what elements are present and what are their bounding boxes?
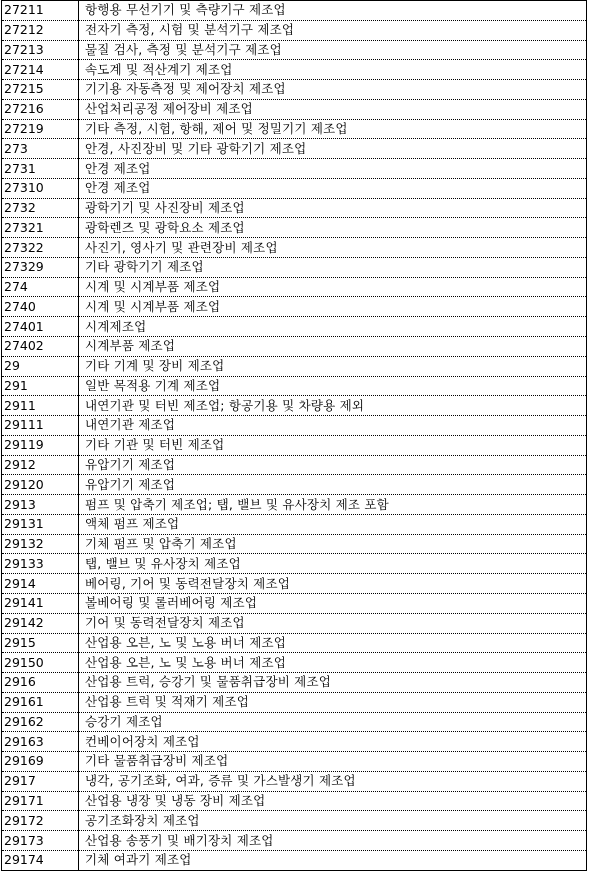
classification-code: 2731 xyxy=(2,159,79,179)
classification-code: 273 xyxy=(2,139,79,159)
industry-name: 기타 기관 및 터빈 제조업 xyxy=(79,435,587,455)
industry-name: 기체 여과기 제조업 xyxy=(79,850,587,870)
industry-name: 공기조화장치 제조업 xyxy=(79,811,587,831)
classification-code: 27401 xyxy=(2,317,79,337)
table-row xyxy=(2,811,587,831)
table-row xyxy=(2,554,587,574)
industry-name: 안경 제조업 xyxy=(79,178,587,198)
classification-code: 29150 xyxy=(2,653,79,673)
industry-name: 기타 광학기기 제조업 xyxy=(79,257,587,277)
table-row xyxy=(2,20,587,40)
classification-code: 27211 xyxy=(2,1,79,21)
table-row xyxy=(2,297,587,317)
industry-name: 산업용 오븐, 노 및 노용 버너 제조업 xyxy=(79,633,587,653)
table-row xyxy=(2,475,587,495)
classification-code: 2912 xyxy=(2,455,79,475)
industry-name: 안경, 사진장비 및 기타 광학기기 제조업 xyxy=(79,139,587,159)
classification-code: 2916 xyxy=(2,673,79,693)
table-row xyxy=(2,337,587,357)
classification-code: 27215 xyxy=(2,80,79,100)
classification-code: 29163 xyxy=(2,732,79,752)
industry-name: 물질 검사, 측정 및 분석기구 제조업 xyxy=(79,40,587,60)
classification-code: 29111 xyxy=(2,416,79,436)
industry-name: 산업용 트럭, 승강기 및 물품취급장비 제조업 xyxy=(79,673,587,693)
table-row xyxy=(2,376,587,396)
classification-code: 27402 xyxy=(2,337,79,357)
table-row xyxy=(2,218,587,238)
industry-name: 유압기기 제조업 xyxy=(79,455,587,475)
table-row xyxy=(2,752,587,772)
industry-name: 기타 물품취급장비 제조업 xyxy=(79,752,587,772)
table-row xyxy=(2,514,587,534)
industry-name: 일반 목적용 기계 제조업 xyxy=(79,376,587,396)
classification-code: 27213 xyxy=(2,40,79,60)
table-row xyxy=(2,238,587,258)
industry-name: 시계 및 시계부품 제조업 xyxy=(79,277,587,297)
table-row xyxy=(2,692,587,712)
classification-code: 29120 xyxy=(2,475,79,495)
table-row xyxy=(2,139,587,159)
classification-code: 27321 xyxy=(2,218,79,238)
industry-name: 사진기, 영사기 및 관련장비 제조업 xyxy=(79,238,587,258)
classification-code: 2911 xyxy=(2,396,79,416)
classification-code: 29142 xyxy=(2,613,79,633)
classification-code: 27329 xyxy=(2,257,79,277)
industry-name: 산업용 냉장 및 냉동 장비 제조업 xyxy=(79,791,587,811)
industry-name: 시계제조업 xyxy=(79,317,587,337)
table-row xyxy=(2,60,587,80)
table-row xyxy=(2,277,587,297)
industry-name: 컨베이어장치 제조업 xyxy=(79,732,587,752)
industry-name: 내연기관 및 터빈 제조업; 항공기용 및 차량용 제외 xyxy=(79,396,587,416)
classification-code: 29161 xyxy=(2,692,79,712)
classification-code: 2917 xyxy=(2,771,79,791)
table-row xyxy=(2,653,587,673)
classification-code: 29132 xyxy=(2,534,79,554)
industry-name: 전자기 측정, 시험 및 분석기구 제조업 xyxy=(79,20,587,40)
classification-code: 29131 xyxy=(2,514,79,534)
table-row xyxy=(2,593,587,613)
classification-code: 27322 xyxy=(2,238,79,258)
table-row xyxy=(2,771,587,791)
table-row xyxy=(2,198,587,218)
industry-name: 내연기관 제조업 xyxy=(79,416,587,436)
classification-code: 2913 xyxy=(2,495,79,515)
industry-name: 산업용 오븐, 노 및 노용 버너 제조업 xyxy=(79,653,587,673)
industry-name: 냉각, 공기조화, 여과, 증류 및 가스발생기 제조업 xyxy=(79,771,587,791)
table-row xyxy=(2,673,587,693)
classification-code: 2732 xyxy=(2,198,79,218)
classification-code: 29169 xyxy=(2,752,79,772)
table-row xyxy=(2,159,587,179)
table-body xyxy=(2,1,587,871)
industry-name: 광학렌즈 및 광학요소 제조업 xyxy=(79,218,587,238)
table-row xyxy=(2,396,587,416)
classification-code: 29133 xyxy=(2,554,79,574)
industry-name: 항행용 무선기기 및 측량기구 제조업 xyxy=(79,1,587,21)
classification-code: 27310 xyxy=(2,178,79,198)
table-row xyxy=(2,99,587,119)
table-row xyxy=(2,850,587,870)
classification-code: 29172 xyxy=(2,811,79,831)
table-row xyxy=(2,80,587,100)
classification-code: 29171 xyxy=(2,791,79,811)
table-row xyxy=(2,40,587,60)
industry-classification-table xyxy=(1,0,587,871)
table-row xyxy=(2,831,587,851)
industry-name: 산업처리공정 제어장비 제조업 xyxy=(79,99,587,119)
table-row xyxy=(2,356,587,376)
industry-name: 속도계 및 적산계기 제조업 xyxy=(79,60,587,80)
table-row xyxy=(2,495,587,515)
table-row xyxy=(2,791,587,811)
table-row xyxy=(2,119,587,139)
table-row xyxy=(2,712,587,732)
table-row xyxy=(2,633,587,653)
industry-name: 안경 제조업 xyxy=(79,159,587,179)
table-row xyxy=(2,178,587,198)
industry-name: 시계부품 제조업 xyxy=(79,337,587,357)
industry-name: 기타 기계 및 장비 제조업 xyxy=(79,356,587,376)
classification-code: 2740 xyxy=(2,297,79,317)
table-row xyxy=(2,574,587,594)
table-row xyxy=(2,613,587,633)
industry-name: 유압기기 제조업 xyxy=(79,475,587,495)
industry-name: 승강기 제조업 xyxy=(79,712,587,732)
industry-name: 탭, 밸브 및 유사장치 제조업 xyxy=(79,554,587,574)
classification-code: 29162 xyxy=(2,712,79,732)
table-row xyxy=(2,455,587,475)
industry-name: 시계 및 시계부품 제조업 xyxy=(79,297,587,317)
industry-name: 산업용 송풍기 및 배기장치 제조업 xyxy=(79,831,587,851)
table-row xyxy=(2,317,587,337)
industry-name: 액체 펌프 제조업 xyxy=(79,514,587,534)
table-row xyxy=(2,732,587,752)
classification-code: 29141 xyxy=(2,593,79,613)
classification-code: 27219 xyxy=(2,119,79,139)
classification-code: 2915 xyxy=(2,633,79,653)
table-row xyxy=(2,534,587,554)
classification-code: 29174 xyxy=(2,850,79,870)
industry-name: 산업용 트럭 및 적재기 제조업 xyxy=(79,692,587,712)
table-row xyxy=(2,416,587,436)
classification-code: 29119 xyxy=(2,435,79,455)
table-row xyxy=(2,435,587,455)
industry-name: 베어링, 기어 및 동력전달장치 제조업 xyxy=(79,574,587,594)
industry-name: 기타 측정, 시험, 항해, 제어 및 정밀기기 제조업 xyxy=(79,119,587,139)
classification-code: 2914 xyxy=(2,574,79,594)
classification-code: 27214 xyxy=(2,60,79,80)
table-row xyxy=(2,257,587,277)
industry-name: 기어 및 동력전달장치 제조업 xyxy=(79,613,587,633)
industry-name: 펌프 및 압축기 제조업; 탭, 밸브 및 유사장치 제조 포함 xyxy=(79,495,587,515)
classification-code: 29 xyxy=(2,356,79,376)
classification-code: 27212 xyxy=(2,20,79,40)
classification-code: 274 xyxy=(2,277,79,297)
industry-name: 기체 펌프 및 압축기 제조업 xyxy=(79,534,587,554)
classification-code: 29173 xyxy=(2,831,79,851)
industry-name: 광학기기 및 사진장비 제조업 xyxy=(79,198,587,218)
classification-code: 291 xyxy=(2,376,79,396)
industry-name: 기기용 자동측정 및 제어장치 제조업 xyxy=(79,80,587,100)
classification-code: 27216 xyxy=(2,99,79,119)
industry-name: 볼베어링 및 롤러베어링 제조업 xyxy=(79,593,587,613)
table-row xyxy=(2,1,587,21)
